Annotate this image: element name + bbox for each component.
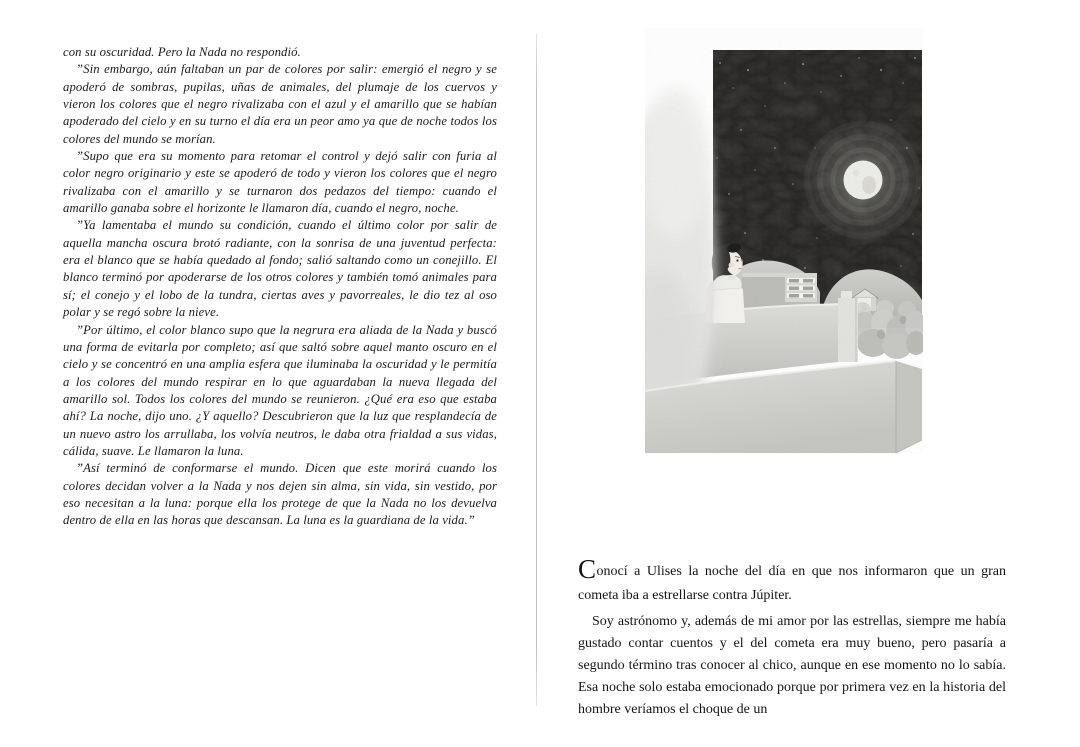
right-page	[578, 554, 1006, 721]
paragraph: con su oscuridad. Pero la Nada no respondió.	[63, 45, 301, 59]
opening-paragraph	[578, 554, 1006, 608]
pencil-grain-overlay	[645, 28, 923, 454]
left-page	[63, 44, 497, 530]
opening-text: onocí a Ulises la noche del día en que nos informaron que un gran cometa iba a estrellarse contra Júpiter.	[578, 564, 1006, 603]
paragraph: ”Ya lamentaba el mundo su condición, cuando el último color por salir de aquella mancha oscura brotó radiante, con la sonrisa de una juventud perfecta: era el blanco que se había quedado al fondo; salió saltando como un conejillo. El blanco terminó por apoderarse de los otros colores y también tomó animales para sí; el conejo y el lobo de la tundra, ciertas aves y pavorreales, le dio tez al oso polar y se regó sobre la nieve.	[63, 218, 497, 320]
drop-cap: C	[578, 554, 597, 584]
paragraph: ”Así terminó de conformarse el mundo. Dicen que este morirá cuando los colores decidan volver a la Nada y nos dejen sin alma, sin vida, sin vestido, por eso necesitan a la luna: porque ella los protege de que la Nada no los devuelva dentro de ella en las horas que descansan. La luna es la guardiana de la vida.”	[63, 461, 497, 528]
paragraph: ”Supo que era su momento para retomar el control y dejó salir con furia al color negro originario y este se apoderó de todo y vieron los colores que el negro rivalizaba con el amarillo y se turnaron dos pedazos del tiempo: cuando el amarillo ganaba sobre el horizonte le llamaron día, cuando el negro, noche.	[63, 149, 497, 216]
page-spine-divider	[536, 34, 537, 706]
night-sky-illustration	[645, 28, 923, 454]
paragraph: Soy astrónomo y, además de mi amor por las estrellas, siempre me había gustado contar cuentos y el del cometa era muy bueno, pero pasaría a segundo término tras conocer al chico, aunque en ese momento no lo sabía. Esa noche solo estaba emocionado porque por primera vez en la historia del hombre veríamos el choque de un	[578, 614, 1006, 717]
paragraph: ”Sin embargo, aún faltaban un par de colores por salir: emergió el negro y se apoderó de sombras, pupilas, uñas de animales, del plumaje de los cuervos y vieron los colores que el negro rivalizaba con el azul y el amarillo que se habían apoderado del cielo y en su turno el día era un peor amo ya que de noche todos los colores del mundo se morían.	[63, 62, 497, 146]
paragraph: ”Por último, el color blanco supo que la negrura era aliada de la Nada y buscó una forma de evitarla por completo; así que saltó sobre aquel manto oscuro en el cielo y se concentró en una amplia esfera que iluminaba la oscuridad y le permitía a los colores del mundo respirar en lo que aguardaban la nueva llegada del amarillo sol. Todos los colores del mundo se reunieron. ¿Qué era eso que estaba ahí? La noche, dijo uno. ¿Y aquello? Descubrieron que la luz que resplandecía de un nuevo astro los arrullaba, los volvía neutros, le daba otra frialdad a sus vidas, cálida, suave. Le llamaron la luna.	[63, 322, 497, 458]
